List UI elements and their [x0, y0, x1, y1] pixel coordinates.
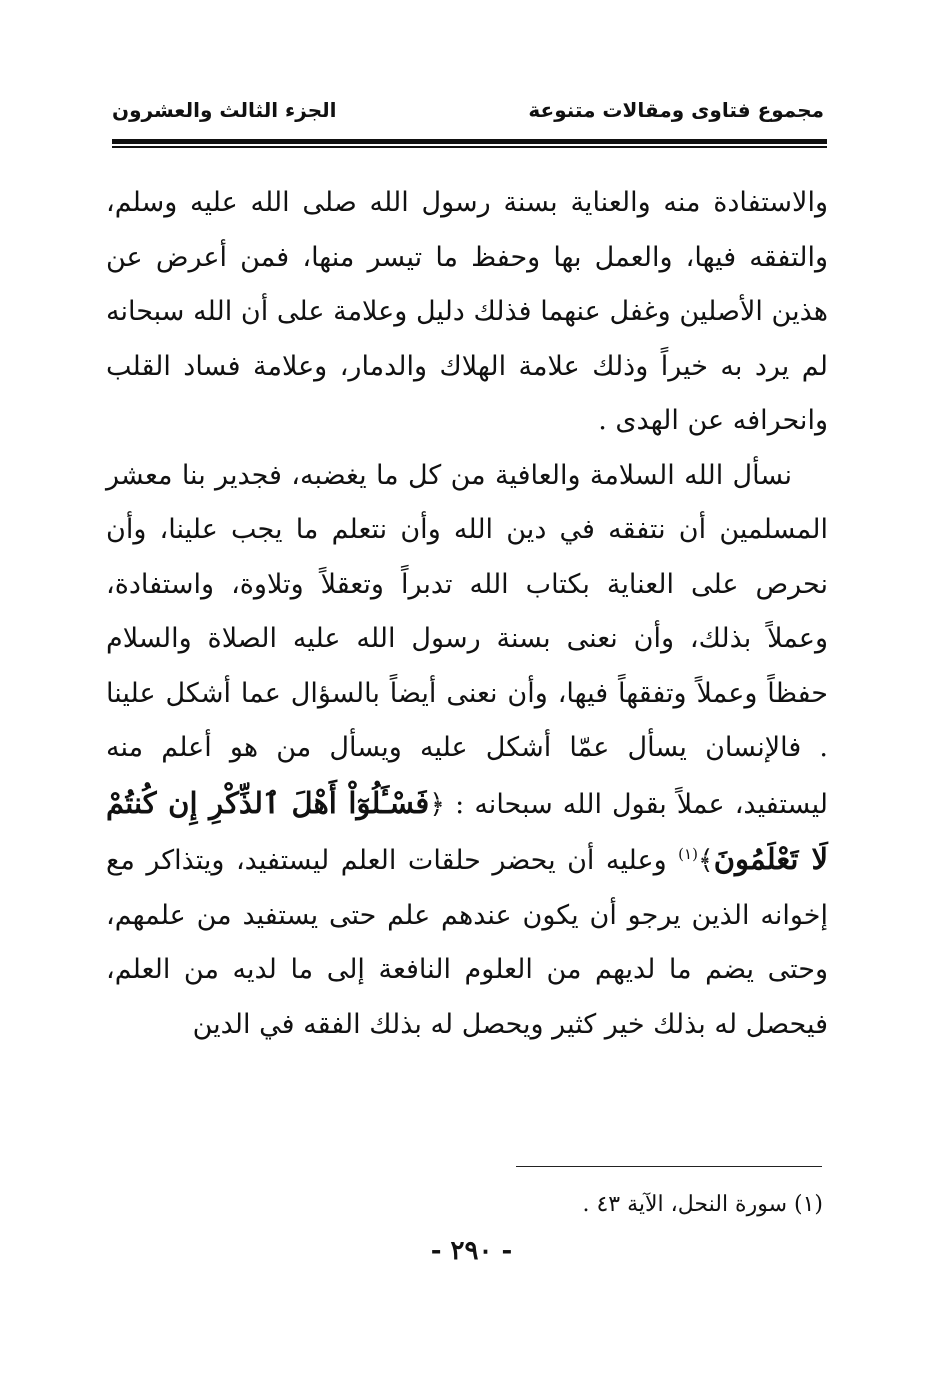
- quran-close-bracket: ﴾: [697, 845, 714, 876]
- paragraph-1: والاستفادة منه والعناية بسنة رسول الله صلى الله عليه وسلم، والتفقه فيها، والعمل بها وحفظ ما تيسر منها، فمن أعرض عن هذين الأصلين وغفل عنهما فذلك دليل وعلامة على أن الله سبحانه لم يرد به خيراً وذلك علامة الهلاك والدمار، وعلامة فساد القلب وانحرافه عن الهدى .: [106, 187, 828, 436]
- paragraph-2: [106, 449, 828, 1053]
- quran-verse: فَسْـَٔلُوٓاْ أَهْلَ ٱلذِّكْرِ إِن كُنتُمْ لَا تَعْلَمُونَ: [106, 785, 829, 876]
- header-rule-thin: [112, 146, 827, 148]
- book-title: مجموع فتاوى ومقالات متنوعة: [528, 98, 824, 122]
- volume-label: الجزء الثالث والعشرون: [112, 98, 337, 122]
- footnote-rule: [516, 1166, 822, 1167]
- footnote: (١) سورة النحل، الآية ٤٣ .: [582, 1192, 823, 1217]
- paragraph-2-rest: وعليه أن يحضر حلقات العلم ليستفيد، ويتذاكر مع إخوانه الذين يرجو أن يكون عندهم علم حتى يستفيد من علمهم، وحتى يضم ما لديهم من العلوم النافعة إلى ما لديه من العلم، فيحصل له بذلك خير كثير ويحصل له بذلك الفقه في الدين: [106, 845, 828, 1040]
- footnote-marker: (١): [678, 845, 698, 863]
- paragraph-2-intro: نسأل الله السلامة والعافية من كل ما يغضبه، فجدير بنا معشر المسلمين أن نتفقه في دين الله وأن نتعلم ما يجب علينا، وأن نحرص على العناية بكتاب الله تدبراً وتعقلاً وتلاوة، واستفادة، وعملاً بذلك، وأن نعنى بسنة رسول الله عليه الصلاة والسلام حفظاً وعملاً وتفقهاً فيها، وأن نعنى أيضاً بالسؤال عما أشكل علينا . فالإنسان يسأل عمّا أشكل عليه ويسأل من هو أعلم منه ليستفيد، عملاً بقول الله سبحانه : ﴿: [106, 459, 828, 820]
- running-header: [112, 98, 824, 134]
- header-rule-thick: [112, 139, 827, 144]
- main-text: [106, 176, 828, 1052]
- page-number: - ٢٩٠ -: [430, 1236, 513, 1266]
